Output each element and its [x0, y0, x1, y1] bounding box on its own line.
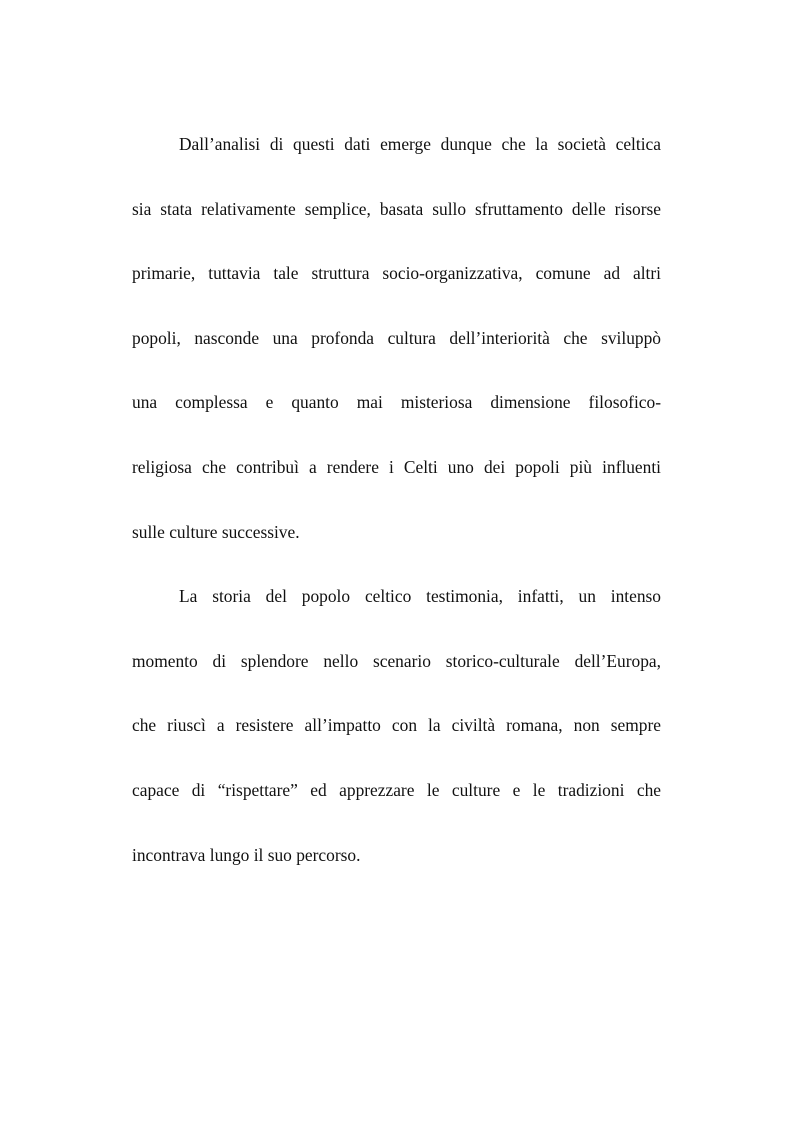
paragraph-1: [132, 128, 661, 580]
text-line: religiosa che contribuì a rendere i Celti uno dei popoli più influenti: [132, 456, 661, 477]
text-line: momento di splendore nello scenario storico-culturale dell’Europa,: [132, 650, 661, 671]
text-line: sia stata relativamente semplice, basata sullo sfruttamento delle risorse: [132, 198, 661, 219]
text-line: capace di “rispettare” ed apprezzare le culture e le tradizioni che: [132, 779, 661, 800]
text-line: primarie, tuttavia tale struttura socio-organizzativa, comune ad altri: [132, 263, 661, 284]
text-line: sulle culture successive.: [132, 521, 300, 542]
text-line: La storia del popolo celtico testimonia, infatti, un intenso: [179, 586, 661, 607]
text-line: Dall’analisi di questi dati emerge dunque che la società celtica: [179, 134, 661, 154]
text-line: una complessa e quanto mai misteriosa dimensione filosofico-: [132, 392, 661, 413]
text-line: popoli, nasconde una profonda cultura dell’interiorità che sviluppò: [132, 327, 661, 348]
text-line: incontrava lungo il suo percorso.: [132, 844, 361, 865]
paragraph-2: [132, 580, 661, 903]
body-text: [132, 128, 661, 903]
text-line: che riuscì a resistere all’impatto con la civiltà romana, non sempre: [132, 715, 661, 736]
